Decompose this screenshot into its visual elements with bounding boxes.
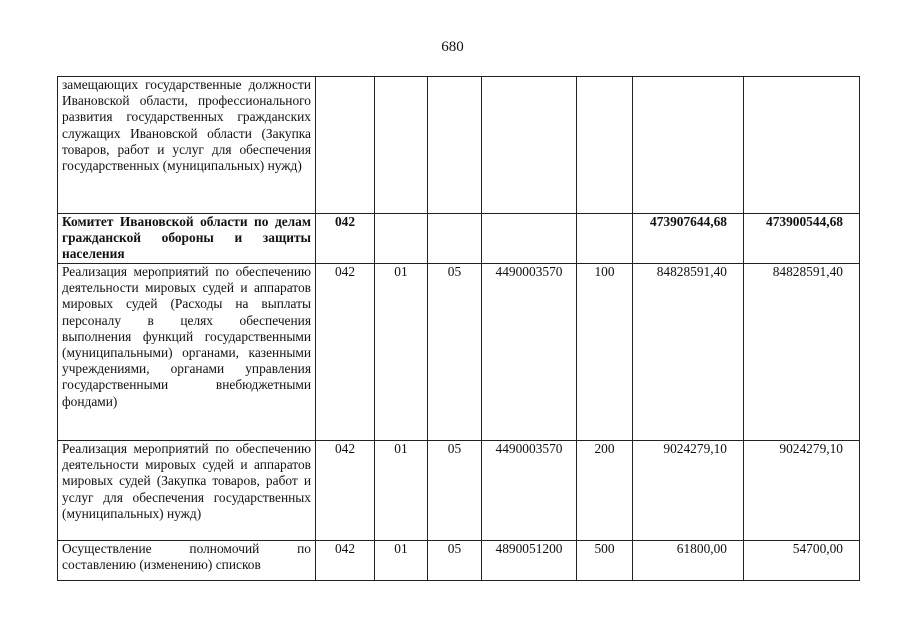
amount-year1: 61800,00	[633, 541, 744, 581]
table-row	[58, 214, 860, 264]
expense-type-code: 200	[577, 441, 633, 541]
amount-year2: 9024279,10	[744, 441, 860, 541]
target-article-code: 4490003570	[482, 264, 577, 441]
subsection-code	[428, 77, 482, 214]
table-row	[58, 264, 860, 441]
section-code	[375, 77, 428, 214]
amount-year1	[633, 77, 744, 214]
amount-year2	[744, 77, 860, 214]
amount-year1: 9024279,10	[633, 441, 744, 541]
expense-type-code: 500	[577, 541, 633, 581]
target-article-code	[482, 77, 577, 214]
expense-type-code: 100	[577, 264, 633, 441]
section-code	[375, 214, 428, 264]
row-description: Комитет Ивановской области по делам гражданской обороны и защиты населения	[58, 214, 316, 264]
target-article-code: 4490003570	[482, 441, 577, 541]
section-code: 01	[375, 264, 428, 441]
row-description: Реализация мероприятий по обеспечению деятельности мировых судей и аппаратов мировых судей (Расходы на выплаты персоналу в целях обеспечения выполнения функций государственными (муниципальными) органами, казенными учреждениями, органами управления государственными внебюджетными фондами)	[58, 264, 316, 441]
subsection-code	[428, 214, 482, 264]
section-code: 01	[375, 441, 428, 541]
target-article-code: 4890051200	[482, 541, 577, 581]
budget-table	[57, 76, 860, 581]
subsection-code: 05	[428, 264, 482, 441]
row-description: замещающих государственные должности Ивановской области, профессионального развития государственных гражданских служащих Ивановской области (Закупка товаров, работ и услуг для обеспечения государственных (муниципальных) нужд)	[58, 77, 316, 214]
expense-type-code	[577, 77, 633, 214]
page-number: 680	[441, 39, 464, 55]
row-description: Осуществление полномочий по составлению (изменению) списков	[58, 541, 316, 581]
ministry-code: 042	[316, 441, 375, 541]
ministry-code: 042	[316, 214, 375, 264]
table-row	[58, 541, 860, 581]
ministry-code: 042	[316, 264, 375, 441]
section-code: 01	[375, 541, 428, 581]
expense-type-code	[577, 214, 633, 264]
amount-year1: 84828591,40	[633, 264, 744, 441]
subsection-code: 05	[428, 441, 482, 541]
target-article-code	[482, 214, 577, 264]
table-row	[58, 441, 860, 541]
amount-year2: 84828591,40	[744, 264, 860, 441]
amount-year2: 54700,00	[744, 541, 860, 581]
subsection-code: 05	[428, 541, 482, 581]
amount-year2: 473900544,68	[744, 214, 860, 264]
row-description: Реализация мероприятий по обеспечению деятельности мировых судей и аппаратов мировых судей (Закупка товаров, работ и услуг для обеспечения государственных (муниципальных) нужд)	[58, 441, 316, 541]
ministry-code: 042	[316, 541, 375, 581]
ministry-code	[316, 77, 375, 214]
amount-year1: 473907644,68	[633, 214, 744, 264]
table-row	[58, 77, 860, 214]
